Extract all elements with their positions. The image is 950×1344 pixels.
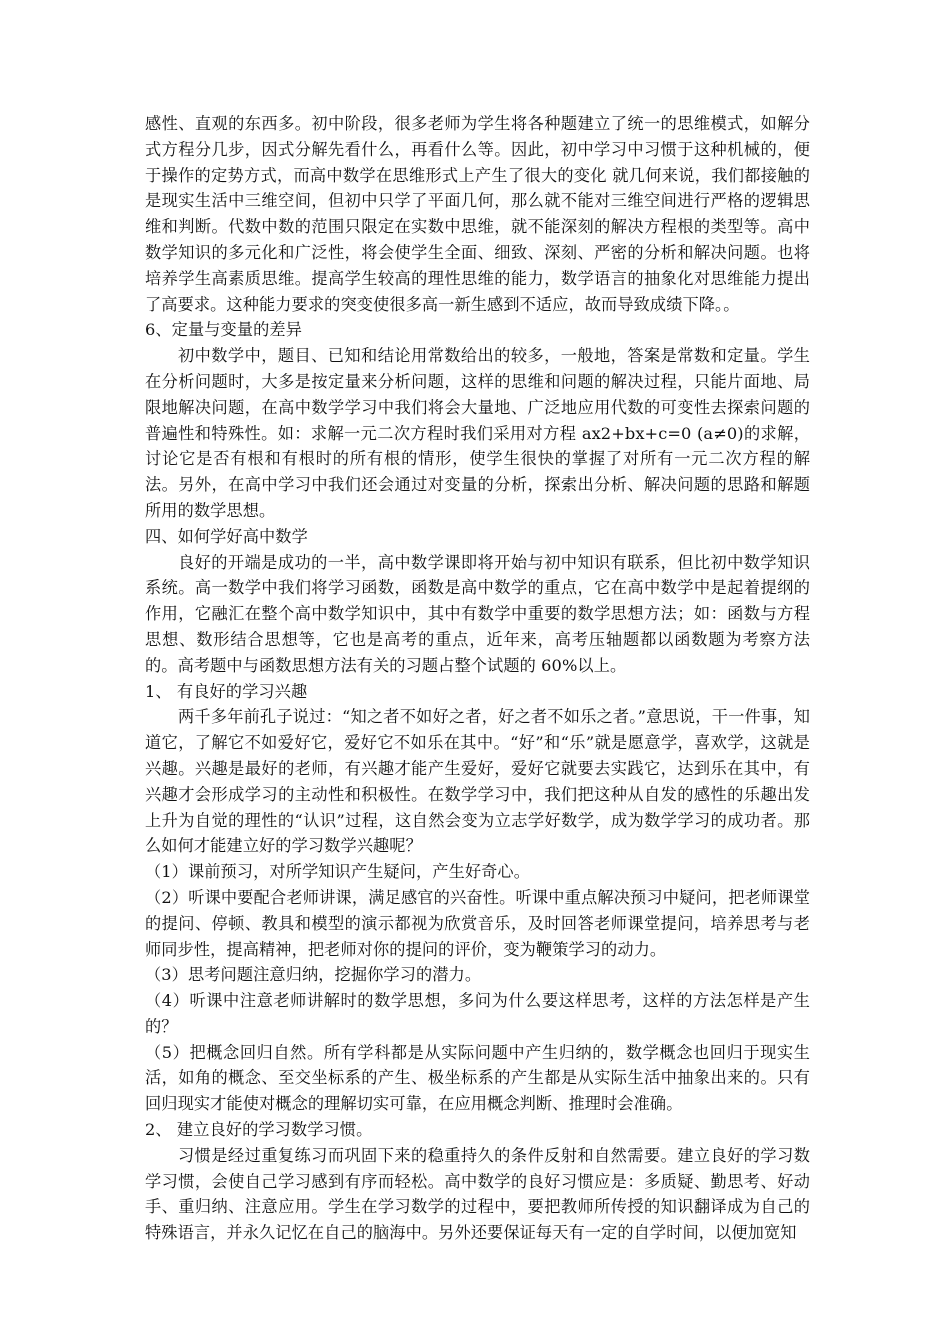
list-item-summarize: （3）思考问题注意归纳，挖掘你学习的潜力。 (145, 965, 482, 985)
subheading-habits: 2、 建立良好的学习数学习惯。 (145, 1120, 373, 1140)
paragraph-thinking-change: 感性、直观的东西多。初中阶段，很多老师为学生将各种题建立了统一的思维模式，如解分式方程分几步，因式分解先看什么，再看什么等。因此，初中学习中习惯于这种机械的，便于操作的定势方式，而高中数学在思维形式上产生了很大的变化 就几何来说，我们都接触的是现实生活中三维空间，但初中只学了平面几何，那么就不能对三维空间进行严格的逻辑思维和判断。代数中数的范围只限定在实数中思维，就不能深刻的解决方程根的类型等。高中数学知识的多元化和广泛性，将会使学生全面、细致、深刻、严密的分析和解决问题。也将培养学生高素质思维。提高学生较高的理性思维的能力，数学语言的抽象化对思维能力提出了高要求。这种能力要求的突变使很多高一新生感到不适应，故而导致成绩下降。。 (145, 114, 810, 314)
paragraph-constant-vs-variable: 初中数学中，题目、已知和结论用常数给出的较多，一般地，答案是常数和定量。学生在分析问题时，大多是按定量来分析问题，这样的思维和问题的解决过程，只能片面地、局限地解决问题，在高中数学学习中我们将会大量地、广泛地应用代数的可变性去探索问题的普遍性和特殊性。如：求解一元二次方程时我们采用对方程 ax2+bx+c=0 (a≠0)的求解，讨论它是否有根和有根时的所有根的情形，使学生很快的掌握了对所有一元二次方程的解法。另外，在高中学习中我们还会通过对变量的分析，探索出分析、解决问题的思路和解题所用的数学思想。 (145, 346, 810, 520)
section-heading-how-to-learn: 四、如何学好高中数学 (145, 526, 308, 546)
subheading-interest: 1、 有良好的学习兴趣 (145, 681, 308, 701)
paragraph-interest: 两千多年前孔子说过：“知之者不如好之者，好之者不如乐之者。”意思说，干一件事，知道它，了解它不如爱好它，爱好它不如乐在其中。“好”和“乐”就是愿意学，喜欢学，这就是兴趣。兴趣是最好的老师，有兴趣才能产生爱好，爱好它就要去实践它，达到乐在其中，有兴趣才会形成学习的主动性和积极性。在数学学习中，我们把这种从自发的感性的乐趣出发上升为自觉的理性的“认识”过程，这自然会变为立志学好数学，成为数学学习的成功者。那么如何才能建立好的学习数学兴趣呢？ (145, 707, 810, 856)
document-page (145, 111, 810, 1246)
paragraph-habits: 习惯是经过重复练习而巩固下来的稳重持久的条件反射和自然需要。建立良好的学习数学习惯，会使自己学习感到有序而轻松。高中数学的良好习惯应是：多质疑、勤思考、好动手、重归纳、注意应用。学生在学习数学的过程中，要把教师所传授的知识翻译成为自己的特殊语言，并永久记忆在自己的脑海中。另外还要保证每天有一定的自学时间，以便加宽知 (145, 1145, 810, 1243)
list-item-concept: （5）把概念回归自然。所有学科都是从实际问题中产生归纳的，数学概念也回归于现实生活，如角的概念、至交坐标系的产生、极坐标系的产生都是从实际生活中抽象出来的。只有回归现实才能使对概念的理解切实可靠，在应用概念判断、推理时会准确。 (145, 1042, 810, 1114)
list-item-math-thought: （4）听课中注意老师讲解时的数学思想，多问为什么要这样思考，这样的方法怎样是产生的？ (145, 991, 810, 1036)
paragraph-good-start: 良好的开端是成功的一半，高中数学课即将开始与初中知识有联系，但比初中数学知识系统。高一数学中我们将学习函数，函数是高中数学的重点，它在高中数学中是起着提纲的作用，它融汇在整个高中数学知识中，其中有数学中重要的数学思想方法；如：函数与方程思想、数形结合思想等，它也是高考的重点，近年来，高考压轴题都以函数题为考察方法的。高考题中与函数思想方法有关的习题占整个试题的 60%以上。 (145, 552, 810, 675)
list-item-listen: （2）听课中要配合老师讲课，满足感官的兴奋性。听课中重点解决预习中疑问，把老师课堂的提问、停顿、教具和模型的演示都视为欣赏音乐，及时回答老师课堂提问，培养思考与老师同步性，提高精神，把老师对你的提问的评价，变为鞭策学习的动力。 (145, 887, 810, 959)
list-item-preview: （1）课前预习，对所学知识产生疑问，产生好奇心。 (145, 862, 531, 882)
section-heading-constant-vs-variable: 6、定量与变量的差异 (145, 320, 302, 340)
